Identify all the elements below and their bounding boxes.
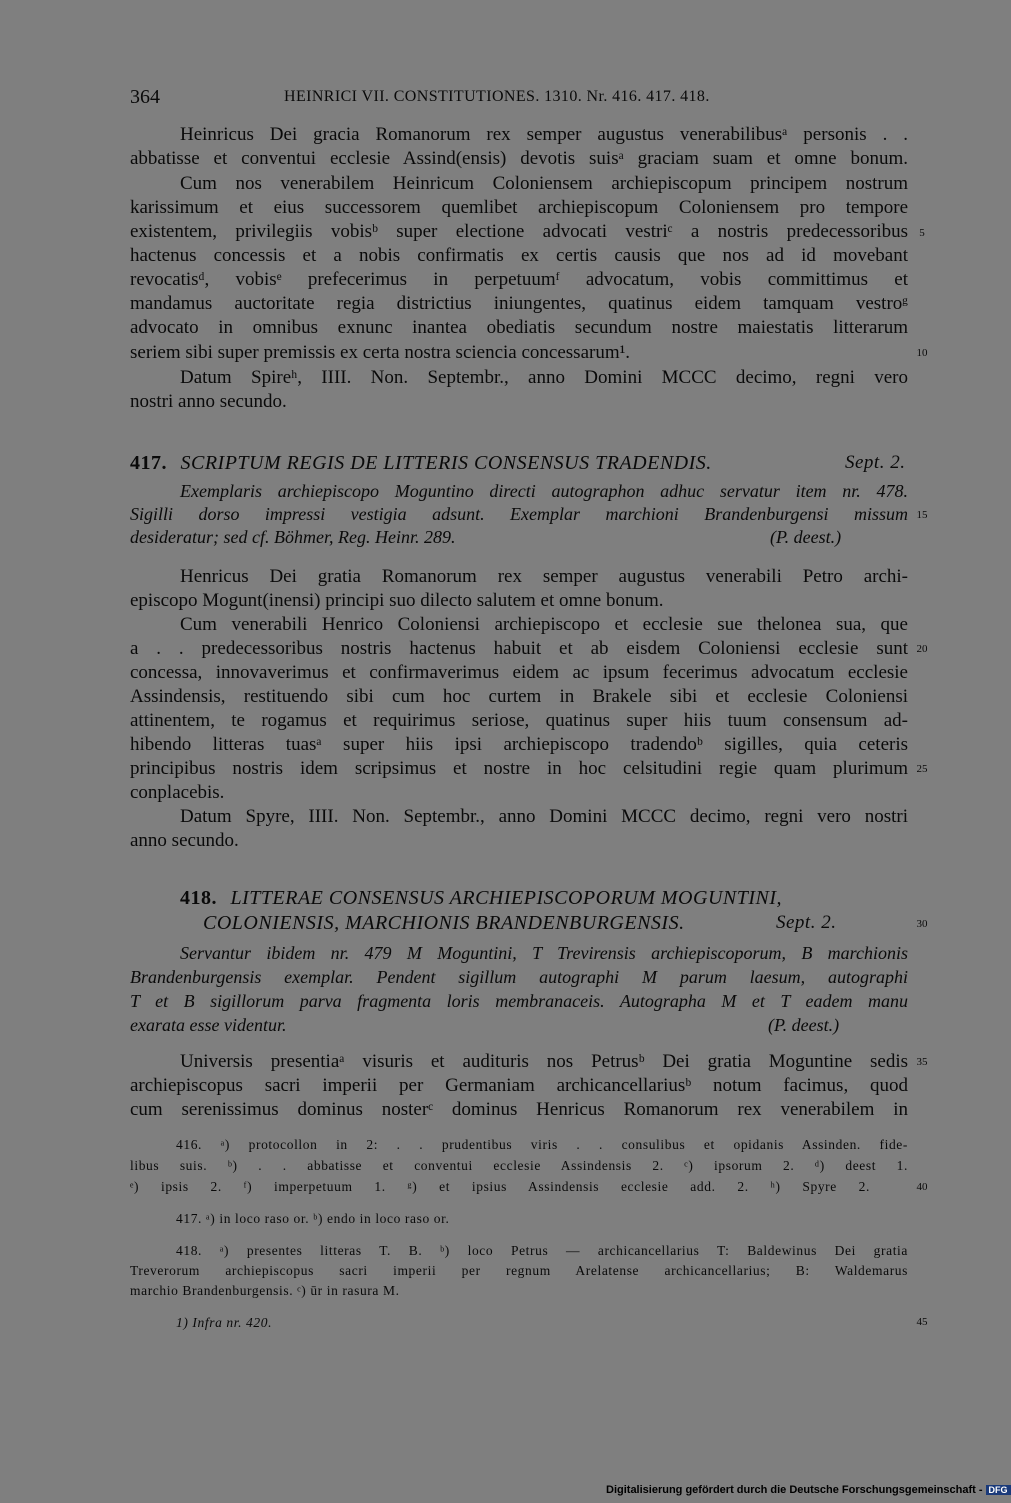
doc418-note-line: exarata esse videntur. <box>130 1015 287 1035</box>
doc417-line: principibus nostris idem scripsimus et nostre in hoc celsitudini regie quam plurimum <box>130 758 908 779</box>
margin-line-number: 45 <box>916 1316 928 1328</box>
doc417-number: 417. <box>130 452 167 474</box>
doc417-heading <box>130 451 712 475</box>
doc416-line: Cum nos venerabilem Heinricum Coloniensem archiepiscopum principem nostrum <box>180 173 908 194</box>
footnote-416-line: libus suis. ᵇ) . . abbatisse et conventui ecclesie Assindensis 2. ᶜ) ipsorum 2. ᵈ) deest 1. <box>130 1158 908 1173</box>
doc418-line: cum serenissimus dominus nosterᶜ dominus Henricus Romanorum rex venerabilem in <box>130 1099 908 1120</box>
doc417-line: conplacebis. <box>130 782 225 803</box>
doc418-date: Sept. 2. <box>776 912 837 933</box>
dfg-logo: DFG <box>986 1485 1011 1495</box>
doc417-line: Assindensis, restituendo sibi cum hoc curtem in Brakele sibi et ecclesie Coloniensi <box>130 686 908 707</box>
doc416-line: mandamus auctoritate regia districtius iniungentes, quatinus eidem tamquam vestroᵍ <box>130 293 908 314</box>
footnote-417: 417. ᵃ) in loco raso or. ᵇ) endo in loco raso or. <box>176 1211 450 1226</box>
doc418-note-line: Brandenburgensis exemplar. Pendent sigillum autographi M parum laesum, autographi <box>130 967 908 987</box>
doc418-note-line: Servantur ibidem nr. 479 M Moguntini, T Trevirensis archiepiscoporum, B marchionis <box>180 943 908 963</box>
doc417-line: anno secundo. <box>130 830 239 851</box>
doc416-line: karissimum et eius successorem quemlibet archiepiscopum Coloniensem pro tempore <box>130 197 908 218</box>
doc417-line: episcopo Mogunt(inensi) principi suo dilecto salutem et omne bonum. <box>130 590 664 611</box>
doc417-edition-note: (P. deest.) <box>770 527 842 547</box>
margin-line-number: 20 <box>916 643 928 655</box>
margin-line-number: 40 <box>916 1181 928 1193</box>
footnote-418-line: marchio Brandenburgensis. ᶜ) ūr in rasura M. <box>130 1283 400 1298</box>
doc417-line: Cum venerabili Henrico Coloniensi archiepiscopo et ecclesie sue thelonea sua, que <box>180 614 908 635</box>
doc417-line: Datum Spyre, IIII. Non. Septembr., anno Domini MCCC decimo, regni vero nostri <box>180 806 908 827</box>
page-number: 364 <box>130 86 160 108</box>
doc416-line: nostri anno secundo. <box>130 391 287 412</box>
footnote-1: 1) Infra nr. 420. <box>176 1315 273 1330</box>
doc417-line: concessa, innovaverimus et confirmaverimus eidem ac ipsum fecerimus advocatum ecclesie <box>130 662 908 683</box>
margin-line-number: 5 <box>919 227 925 239</box>
doc418-line: archiepiscopus sacri imperii per Germaniam archicancellariusᵇ notum facimus, quod <box>130 1075 908 1096</box>
doc417-date: Sept. 2. <box>845 452 906 473</box>
footnote-418-line: 418. ᵃ) presentes litteras T. B. ᵇ) loco Petrus — archicancellarius T: Baldewinus Dei gratia <box>176 1243 908 1258</box>
doc418-title-line1: LITTERAE CONSENSUS ARCHIEPISCOPORUM MOGUNTINI, <box>230 887 783 909</box>
doc418-number: 418. <box>180 887 217 909</box>
digitization-footer <box>606 1484 1011 1496</box>
doc417-line: a . . predecessoribus nostris hactenus habuit et ab eisdem Coloniensi ecclesie sunt <box>130 638 908 659</box>
margin-line-number: 35 <box>916 1056 928 1068</box>
footnote-418-line: Treverorum archiepiscopus sacri imperii per regnum Arelatense archicancellarius; B: Waldemarus <box>130 1263 908 1278</box>
doc417-line: Henricus Dei gratia Romanorum rex semper augustus venerabili Petro archi- <box>180 566 908 587</box>
margin-line-number: 10 <box>916 347 928 359</box>
doc416-line: Datum Spireʰ, IIII. Non. Septembr., anno Domini MCCC decimo, regni vero <box>180 367 908 388</box>
running-title: HEINRICI VII. CONSTITUTIONES. 1310. Nr. 416. 417. 418. <box>284 88 710 105</box>
doc417-note-line: Exemplaris archiepiscopo Moguntino directi autographon adhuc servatur item nr. 478. <box>180 481 908 501</box>
doc418-note-line: T et B sigillorum parva fragmenta loris membranaceis. Autographa M et T eadem manu <box>130 991 908 1011</box>
margin-line-number: 30 <box>916 918 928 930</box>
margin-line-number: 25 <box>916 763 928 775</box>
doc416-line: hactenus concessis et a nobis confirmatis ex certis causis que nos ad id movebant <box>130 245 908 266</box>
footnote-416-line: 416. ᵃ) protocollon in 2: . . prudentibus viris . . consulibus et opidanis Assinden. fide- <box>176 1137 908 1152</box>
doc416-line: existentem, privilegiis vobisᵇ super electione advocati vestriᶜ a nostris predecessoribus <box>130 221 908 242</box>
footnote-416-line: ᵉ) ipsis 2. ᶠ) imperpetuum 1. ᵍ) et ipsius Assindensis ecclesie add. 2. ʰ) Spyre 2. <box>130 1179 870 1194</box>
doc417-title: SCRIPTUM REGIS DE LITTERIS CONSENSUS TRADENDIS. <box>180 452 712 474</box>
doc416-line: revocatisᵈ, vobisᵉ prefecerimus in perpetuumᶠ advocatum, vobis committimus et <box>130 269 908 290</box>
doc418-heading <box>180 886 782 910</box>
doc418-title-line2: COLONIENSIS, MARCHIONIS BRANDENBURGENSIS. <box>203 912 685 934</box>
doc418-line: Universis presentiaᵃ visuris et audituris nos Petrusᵇ Dei gratia Moguntine sedis <box>180 1051 908 1072</box>
doc417-line: attinentem, te rogamus et requirimus seriose, quatinus super hiis tuum consensum ad- <box>130 710 908 731</box>
footer-text: Digitalisierung gefördert durch die Deutsche Forschungsgemeinschaft - <box>606 1484 983 1496</box>
doc416-line: seriem sibi super premissis ex certa nostra sciencia concessarum¹. <box>130 342 631 363</box>
doc417-note-line: desideratur; sed cf. Böhmer, Reg. Heinr. 289. <box>130 527 456 547</box>
doc416-line: advocato in omnibus exnunc inantea obediatis secundum nostre maiestatis litterarum <box>130 317 908 338</box>
doc416-line: abbatisse et conventui ecclesie Assind(ensis) devotis suisᵃ graciam suam et omne bonum. <box>130 148 908 169</box>
doc417-line: hibendo litteras tuasᵃ super hiis ipsi archiepiscopo tradendoᵇ sigilles, quia ceteris <box>130 734 908 755</box>
doc416-line: Heinricus Dei gracia Romanorum rex semper augustus venerabilibusᵃ personis . . <box>180 124 908 145</box>
doc418-edition-note: (P. deest.) <box>768 1015 840 1035</box>
doc417-note-line: Sigilli dorso impressi vestigia adsunt. Exemplar marchioni Brandenburgensi missum <box>130 504 908 524</box>
margin-line-number: 15 <box>916 509 928 521</box>
